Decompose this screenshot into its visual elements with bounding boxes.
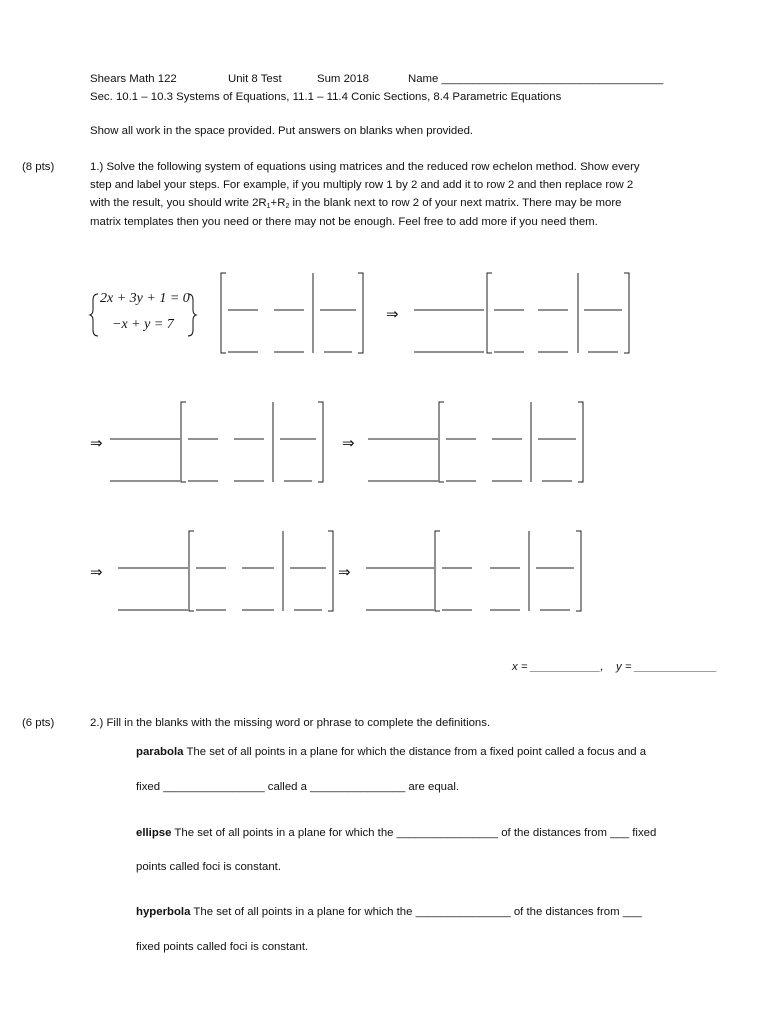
term-label: Sum 2018 <box>317 73 369 85</box>
matrix-5[interactable] <box>118 530 336 614</box>
q1-line-4: matrix templates then you need or there may not be enough. Feel free to add more if you need them. <box>90 216 598 228</box>
hyperbola-definition-line-2: fixed points called foci is constant. <box>136 941 309 953</box>
ellipse-term: ellipse <box>136 827 172 839</box>
hyperbola-term: hyperbola <box>136 906 191 918</box>
parabola-definition-line-1: parabola The set of all points in a plane for which the distance from a fixed point called a focus and a <box>136 746 647 758</box>
parabola-definition-line-2[interactable]: fixed ________________ called a _______________ are equal. <box>136 781 460 793</box>
matrix-4[interactable] <box>368 401 586 485</box>
q2-points: (6 pts) <box>22 717 55 729</box>
course-title: Shears Math 122 <box>90 73 177 85</box>
q2-intro: 2.) Fill in the blanks with the missing word or phrase to complete the definitions. <box>90 717 491 729</box>
answer-y-blank[interactable]: y = _____________ <box>616 661 718 673</box>
equation-2: −x + y = 7 <box>112 317 174 332</box>
matrix-2[interactable] <box>414 272 632 356</box>
ellipse-definition-line-1[interactable]: ellipse The set of all points in a plane for which the ________________ of the distances from ___ fixed <box>136 827 657 839</box>
sections-line: Sec. 10.1 – 10.3 Systems of Equations, 11.1 – 11.4 Conic Sections, 8.4 Parametric Equations <box>90 91 562 103</box>
parabola-term: parabola <box>136 746 184 758</box>
q1-points: (8 pts) <box>22 161 55 173</box>
arrow-2: ⇒ <box>90 434 103 452</box>
name-field[interactable]: Name ___________________________________ <box>408 73 664 85</box>
arrow-3: ⇒ <box>342 434 355 452</box>
hyperbola-definition-line-1[interactable]: hyperbola The set of all points in a plane for which the _______________ of the distances from ___ <box>136 906 642 918</box>
test-title: Unit 8 Test <box>228 73 282 85</box>
q1-line-1: 1.) Solve the following system of equations using matrices and the reduced row echelon method. Show every <box>90 161 640 173</box>
ellipse-definition-line-2: points called foci is constant. <box>136 861 281 873</box>
matrix-1[interactable] <box>220 272 366 356</box>
q1-line-3: with the result, you should write $2R_1+R_2$ in the blank next to row 2 of your next matrix. There may be more <box>90 197 622 210</box>
answer-x-blank[interactable]: x = ___________, <box>512 661 604 673</box>
instructions: Show all work in the space provided. Put answers on blanks when provided. <box>90 125 474 137</box>
q1-line-2: step and label your steps. For example, if you multiply row 1 by 2 and add it to row 2 and then replace row 2 <box>90 179 634 191</box>
matrix-6[interactable] <box>366 530 584 614</box>
equation-1: 2x + 3y + 1 = 0 <box>100 291 190 306</box>
arrow-1: ⇒ <box>386 305 399 323</box>
arrow-4: ⇒ <box>90 563 103 581</box>
matrix-3[interactable] <box>110 401 326 485</box>
arrow-5: ⇒ <box>338 563 351 581</box>
